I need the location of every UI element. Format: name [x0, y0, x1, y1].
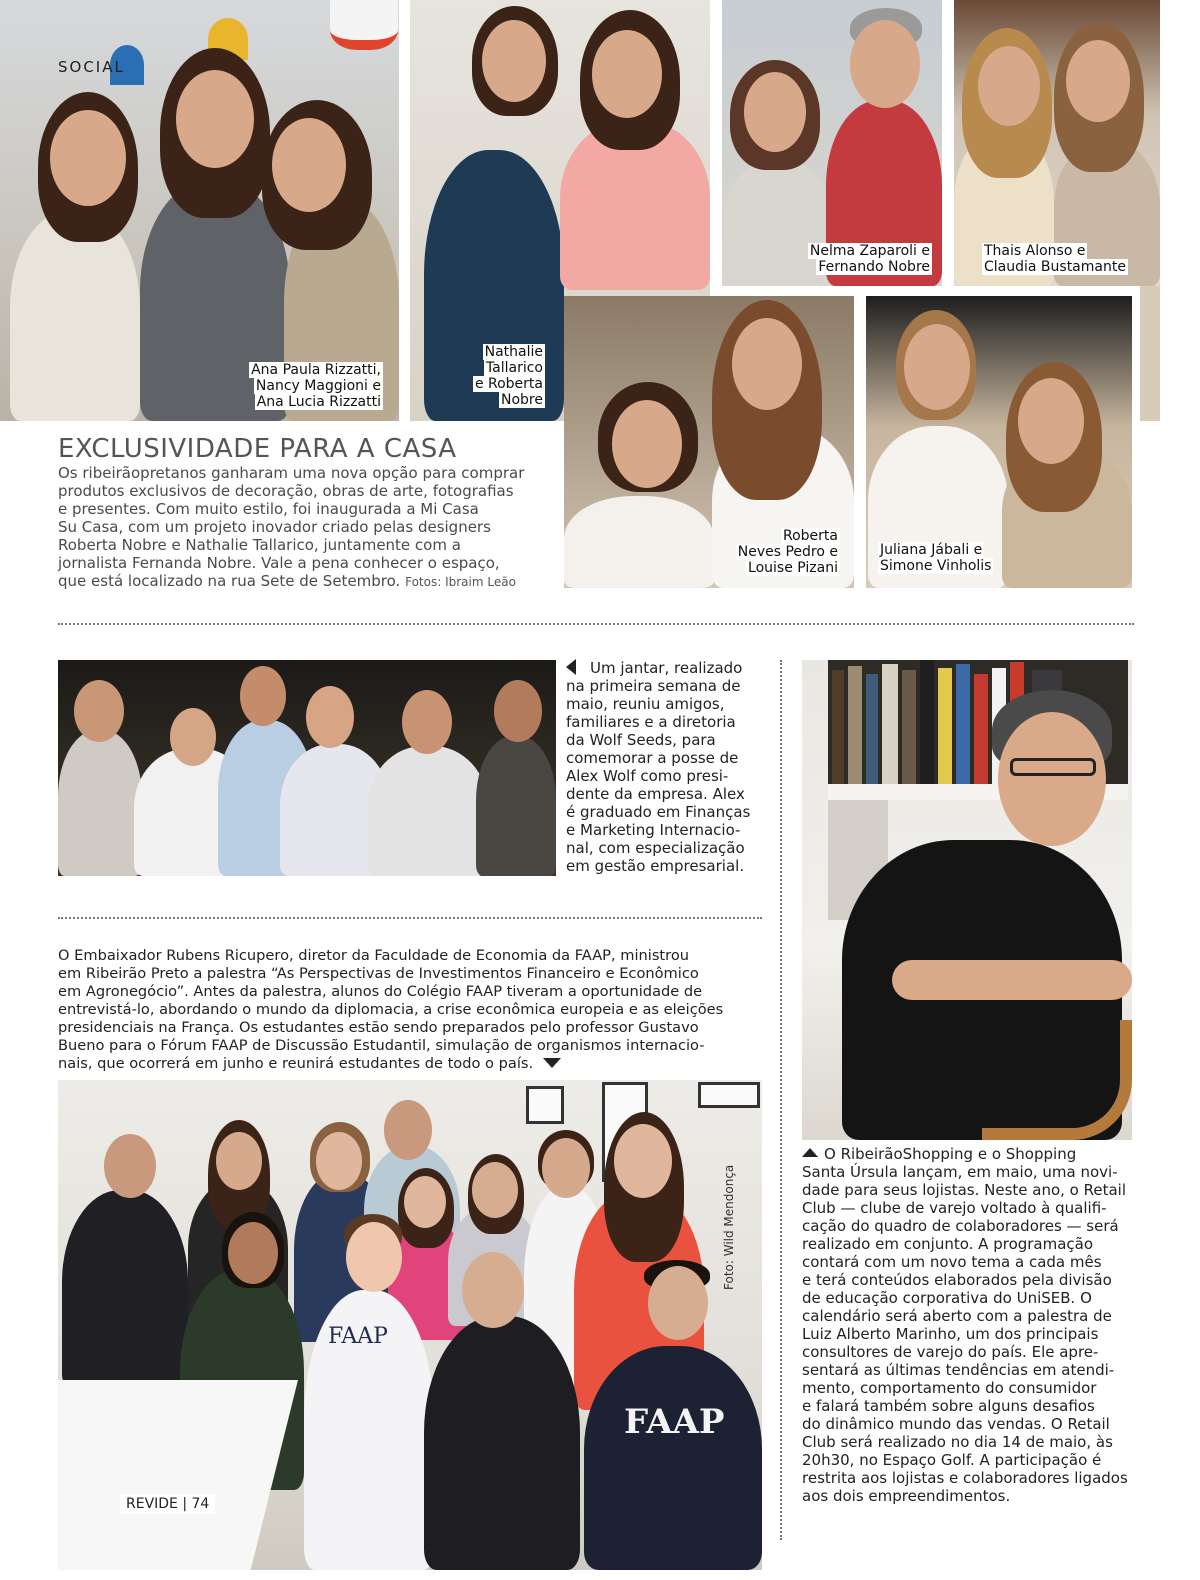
wolf-text: [566, 659, 766, 875]
photo-wolf-seeds: [58, 660, 556, 876]
caption-line: Nelma Zaparoli e: [809, 243, 930, 259]
retail-line: realizado em conjunto. A programação: [802, 1235, 1094, 1253]
retail-text: [802, 1145, 1142, 1505]
wolf-line: e Marketing Internacio-: [566, 821, 741, 839]
faap-line: Bueno para o Fórum FAAP de Discussão Estudantil, simulação de organismos internacio-: [58, 1037, 705, 1054]
photo-edge-strip: [1140, 286, 1160, 421]
feature-line: Os ribeirãopretanos ganharam uma nova opção para comprar: [58, 464, 525, 482]
section-divider: [58, 623, 1134, 625]
lamp-icon: [330, 0, 398, 50]
retail-line: e terá conteúdos elaborados pela divisão: [802, 1271, 1112, 1289]
wolf-line: é graduado em Finanças: [566, 803, 751, 821]
feature-headline: EXCLUSIVIDADE PARA A CASA: [58, 434, 457, 464]
retail-first-line: [802, 1145, 1142, 1163]
caption-line: Neves Pedro e: [737, 544, 838, 560]
arrow-left-icon: [566, 659, 576, 675]
retail-line: Club — clube de varejo voltado à qualifi-: [802, 1199, 1107, 1217]
caption-line: Ana Lucia Rizzatti: [256, 394, 381, 410]
retail-line: calendário será aberto com a palestra de: [802, 1307, 1112, 1325]
wolf-line: maio, reuniu amigos,: [566, 695, 725, 713]
shirt-print: FAAP: [328, 1324, 388, 1349]
photo-jabali-vinholis: [866, 296, 1132, 588]
faap-line: presidenciais na França. Os estudantes estão sendo preparados pelo professor Gustavo: [58, 1019, 699, 1036]
photo-alonso-bustamante: [954, 0, 1160, 286]
caption-line: Ana Paula Rizzatti,: [251, 362, 381, 378]
photo-credit: Fotos: Ibraim Leão: [405, 575, 516, 589]
retail-line: de educação corporativa do UniSEB. O: [802, 1289, 1092, 1307]
wolf-line: Um jantar, realizado: [590, 659, 743, 677]
feature-line: Roberta Nobre e Nathalie Tallarico, juntamente com a: [58, 536, 461, 554]
feature-line: jornalista Fernanda Nobre. Vale a pena conhecer o espaço,: [58, 554, 500, 572]
retail-line: contará com um novo tema a cada mês: [802, 1253, 1102, 1271]
column-divider: [780, 660, 782, 1540]
caption-line: Roberta: [783, 528, 838, 544]
retail-line: mento, comportamento do consumidor: [802, 1379, 1097, 1397]
caption-photo-1: [249, 362, 383, 410]
retail-line: O RibeirãoShopping e o Shopping: [824, 1145, 1077, 1163]
retail-line: aos dois empreendimentos.: [802, 1487, 1011, 1505]
retail-line: consultores de varejo do país. Ele apre-: [802, 1343, 1099, 1361]
caption-line: Juliana Jábali e: [880, 542, 983, 558]
retail-line: 20h30, no Espaço Golf. A participação é: [802, 1451, 1102, 1469]
caption-photo-3: [808, 243, 932, 275]
wolf-line: familiares e a diretoria: [566, 713, 736, 731]
faap-line: entrevistá-lo, abordando o mundo da diplomacia, a crise econômica europeia e as eleições: [58, 1001, 724, 1018]
arrow-down-icon: [543, 1058, 561, 1068]
retail-line: e falará também sobre alguns desafios: [802, 1397, 1095, 1415]
photo-zaparoli-nobre: [722, 0, 942, 286]
feature-last-line: [58, 572, 548, 591]
wolf-first-line: [566, 659, 766, 677]
feature-line: produtos exclusivos de decoração, obras de arte, fotografias: [58, 482, 514, 500]
photo-credit-vertical: Foto: Wild Mendonça: [722, 1164, 736, 1290]
wolf-line: nal, com especialização: [566, 839, 745, 857]
faap-text: [58, 947, 766, 1073]
retail-line: dade para seus lojistas. Neste ano, o Retail: [802, 1181, 1127, 1199]
wolf-line: comemorar a posse de: [566, 749, 739, 767]
caption-photo-6: [878, 542, 993, 574]
caption-line: Nobre: [501, 392, 543, 408]
wolf-line: em gestão empresarial.: [566, 857, 745, 875]
chair: [982, 1020, 1132, 1140]
caption-line: Tallarico: [485, 360, 543, 376]
caption-line: Nancy Maggioni e: [255, 378, 381, 394]
wall-frame: [526, 1086, 564, 1124]
faap-line: O Embaixador Rubens Ricupero, diretor da Faculdade de Economia da FAAP, ministrou: [58, 947, 690, 964]
wolf-line: dente da empresa. Alex: [566, 785, 745, 803]
wolf-line: na primeira semana de: [566, 677, 741, 695]
faap-line: em Ribeirão Preto a palestra “As Perspectivas de Investimentos Financeiro e Econômico: [58, 965, 699, 982]
section-divider: [58, 917, 762, 919]
feature-line: que está localizado na rua Sete de Setembro.: [58, 572, 401, 590]
arrow-up-icon: [802, 1148, 818, 1157]
caption-line: e Roberta: [474, 376, 543, 392]
photo-pedro-pizani: [564, 296, 854, 588]
glasses-icon: [1010, 758, 1096, 776]
table-surface: [58, 1380, 298, 1570]
feature-line: Su Casa, com um projeto inovador criado pelas designers: [58, 518, 491, 536]
caption-photo-2: [473, 344, 545, 408]
caption-line: Nathalie: [484, 344, 543, 360]
caption-line: Thais Alonso e: [984, 243, 1086, 259]
shirt-print: FAAP: [624, 1402, 725, 1442]
caption-photo-4: [982, 243, 1128, 275]
feature-body: [58, 464, 548, 591]
retail-line: Luiz Alberto Marinho, um dos principais: [802, 1325, 1099, 1343]
caption-photo-5: [736, 528, 840, 576]
retail-line: cação do quadro de colaboradores — será: [802, 1217, 1119, 1235]
retail-line: do dinâmico mundo das vendas. O Retail: [802, 1415, 1110, 1433]
wolf-line: Alex Wolf como presi-: [566, 767, 729, 785]
retail-line: Club será realizado no dia 14 de maio, às: [802, 1433, 1113, 1451]
faap-line: em Agronegócio”. Antes da palestra, alunos do Colégio FAAP tiveram a oportunidade de: [58, 983, 703, 1000]
caption-line: Claudia Bustamante: [984, 259, 1126, 275]
caption-line: Louise Pizani: [748, 560, 838, 576]
wolf-line: da Wolf Seeds, para: [566, 731, 716, 749]
wall-frame: [698, 1082, 760, 1108]
page-folio: REVIDE | 74: [120, 1494, 215, 1514]
retail-line: sentará as últimas tendências em atendi-: [802, 1361, 1115, 1379]
photo-portrait-marinho: [802, 660, 1132, 1140]
retail-line: restrita aos lojistas e colaboradores ligados: [802, 1469, 1128, 1487]
faap-last-line: [58, 1055, 766, 1073]
feature-line: e presentes. Com muito estilo, foi inaugurada a Mi Casa: [58, 500, 479, 518]
caption-line: Simone Vinholis: [880, 558, 992, 574]
section-tag: SOCIAL: [58, 58, 125, 76]
retail-line: Santa Úrsula lançam, em maio, uma novi-: [802, 1163, 1118, 1181]
caption-line: Fernando Nobre: [818, 259, 930, 275]
faap-line: nais, que ocorrerá em junho e reunirá estudantes de todo o país.: [58, 1055, 534, 1072]
